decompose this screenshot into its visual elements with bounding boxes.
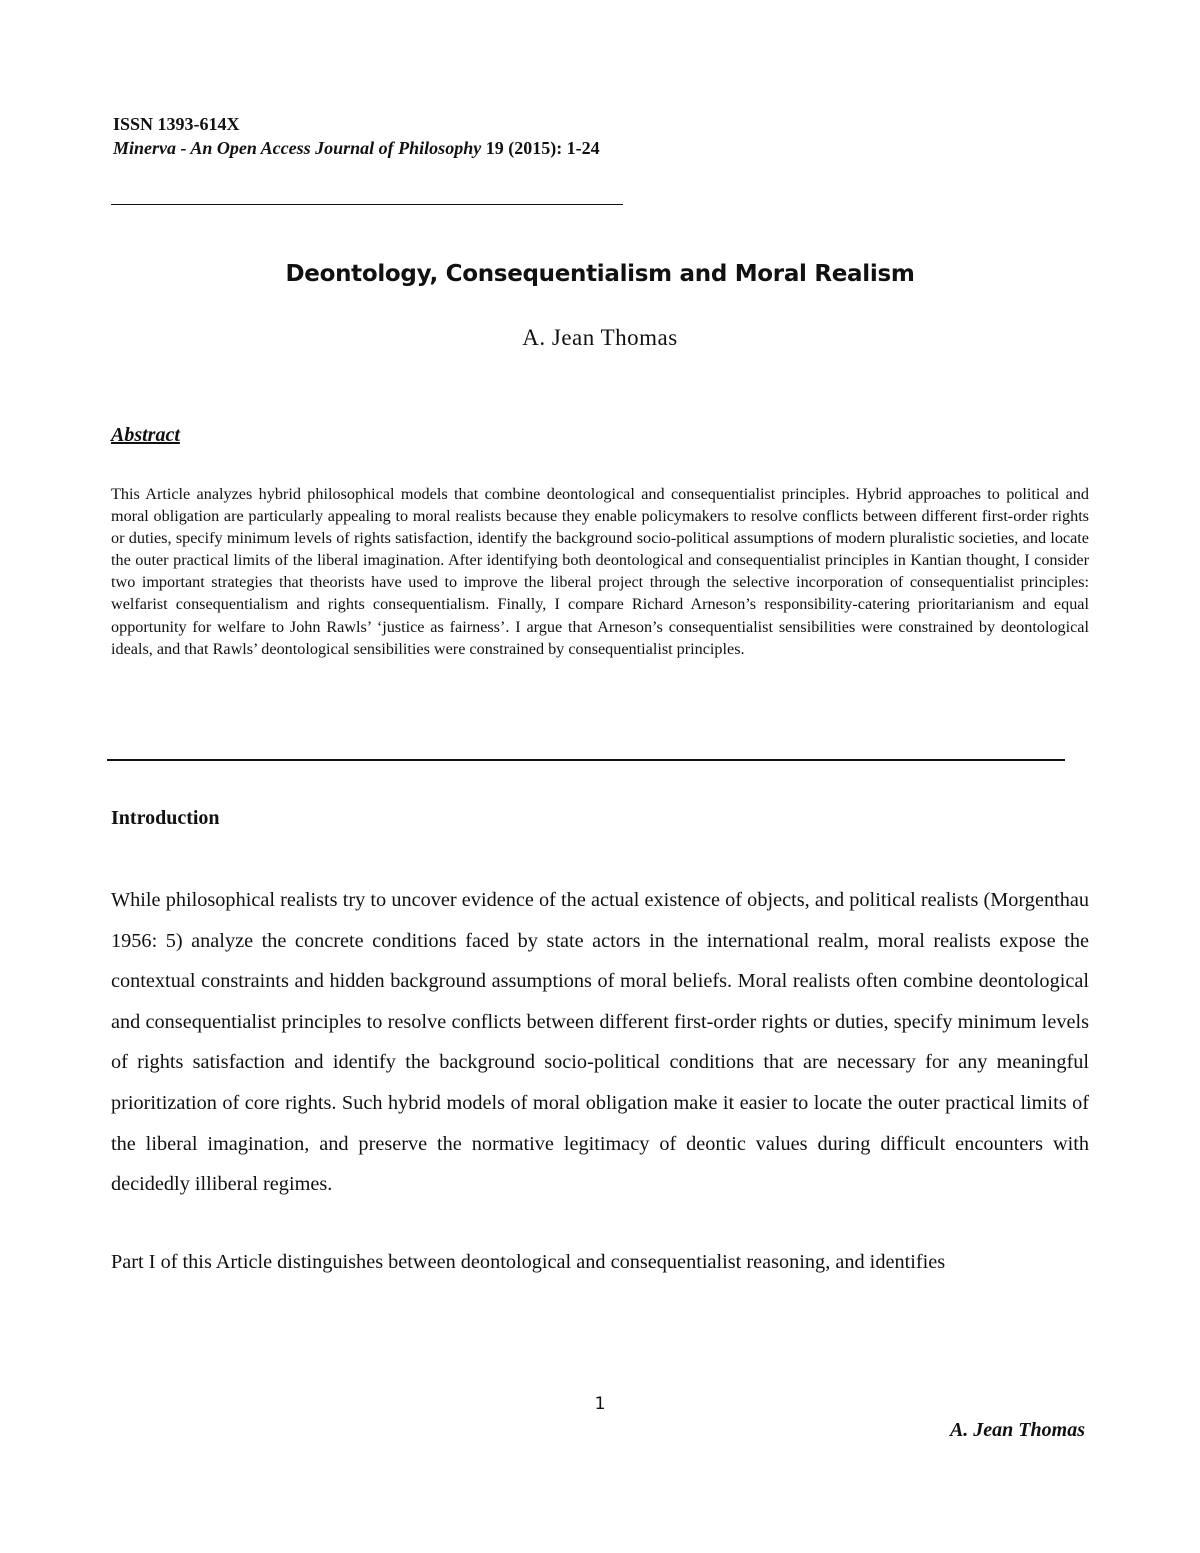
abstract-text: This Article analyzes hybrid philosophical models that combine deontological and consequentialist principles. Hybrid approaches to political and moral obligation are particularly appealing to moral realists because they enable policymakers to resolve conflicts between different first-order rights or duties, specify minimum levels of rights satisfaction, identify the background socio-political assumptions of modern pluralistic societies, and locate the outer practical limits of the liberal imagination. After identifying both deontological and consequentialist principles in Kantian thought, I consider two important strategies that theorists have used to improve the liberal project through the selective incorporation of consequentialist principles: welfarist consequentialism and rights consequentialism. Finally, I compare Richard Arneson’s responsibility-catering prioritarianism and equal opportunity for welfare to John Rawls’ ‘justice as fairness’. I argue that Arneson’s consequentialist sensibilities were constrained by deontological ideals, and that Rawls’ deontological sensibilities were constrained by consequentialist principles. <box>111 485 1089 658</box>
introduction-paragraph-1: While philosophical realists try to uncover evidence of the actual existence of objects, and political realists (Morgenthau 1956: 5) analyze the concrete conditions faced by state actors in the international realm, moral realists expose the contextual constraints and hidden background assumptions of moral beliefs. Moral realists often combine deontological and consequentialist principles to resolve conflicts between different first-order rights or duties, specify minimum levels of rights satisfaction and identify the background socio-political conditions that are necessary for any meaningful prioritization of core rights. Such hybrid models of moral obligation make it easier to locate the outer practical limits of the liberal imagination, and preserve the normative legitimacy of deontic values during difficult encounters with decidedly illiberal regimes. <box>111 889 1089 1196</box>
journal-header <box>113 112 813 160</box>
introduction-heading: Introduction <box>111 807 220 829</box>
header-divider <box>111 204 623 205</box>
journal-volume-pages: 19 (2015): 1-24 <box>481 138 600 158</box>
section-divider <box>107 759 1065 761</box>
footer-author: A. Jean Thomas <box>949 1419 1085 1441</box>
page-number: 1 <box>594 1394 606 1414</box>
article-title: Deontology, Consequentialism and Moral Realism <box>285 261 915 287</box>
introduction-body <box>111 880 1089 1282</box>
article-author: A. Jean Thomas <box>522 325 678 350</box>
abstract-heading: Abstract <box>111 424 180 446</box>
journal-name: Minerva - An Open Access Journal of Philosophy <box>113 138 482 158</box>
issn-line: ISSN 1393-614X <box>113 114 240 134</box>
journal-citation-line <box>113 136 813 160</box>
introduction-paragraph-2: Part I of this Article distinguishes between deontological and consequentialist reasoning, and identifies <box>111 1250 946 1273</box>
